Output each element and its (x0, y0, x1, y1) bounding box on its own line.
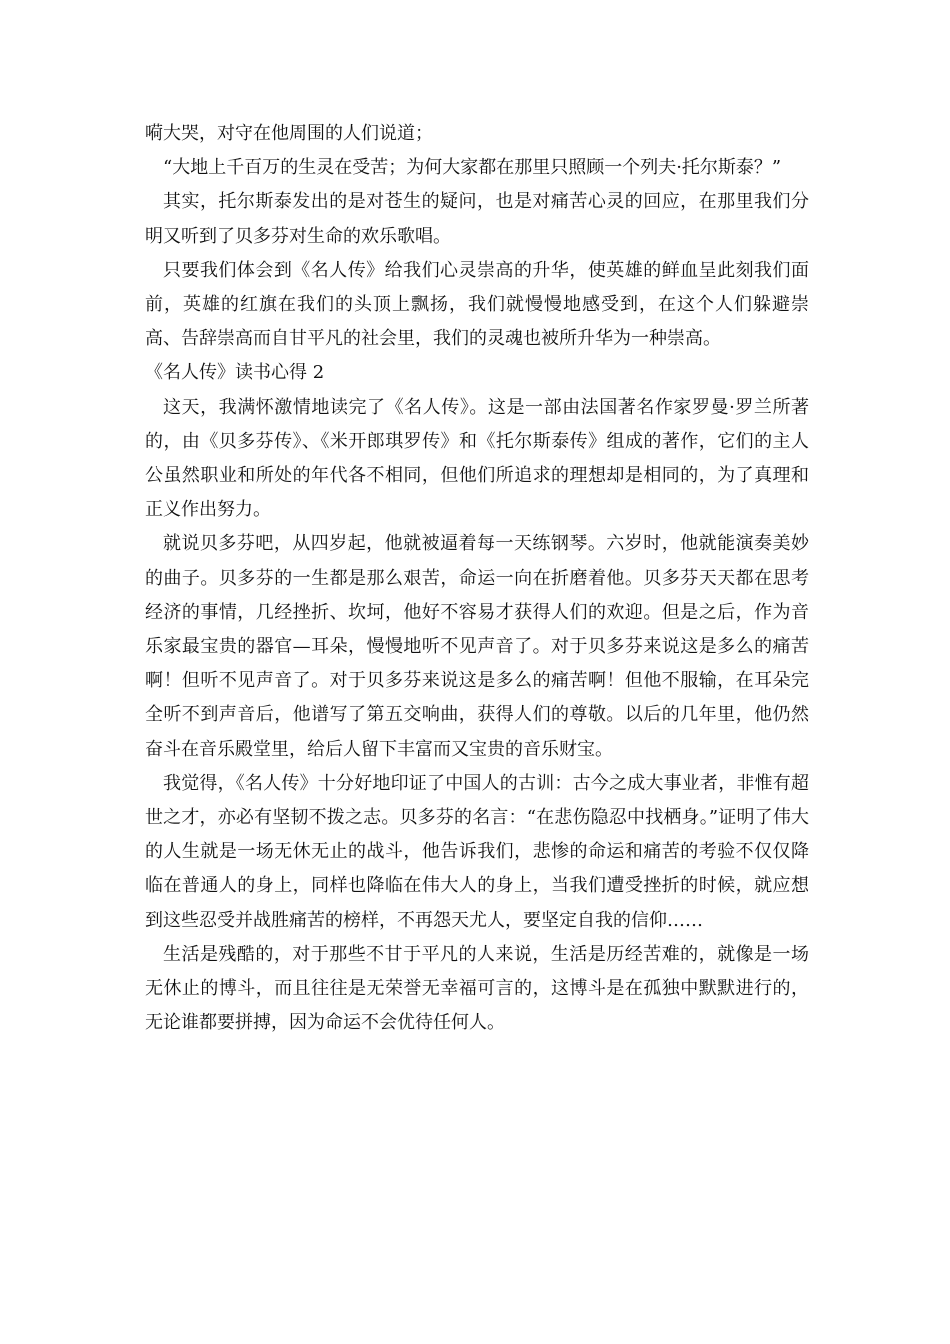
paragraph: 这天，我满怀激情地读完了《名人传》。这是一部由法国著名作家罗曼·罗兰所著的，由《贝多芬传》、《米开郎琪罗传》和《托尔斯泰传》组成的著作，它们的主人公虽然职业和所处的年代各不相同，但他们所追求的理想却是相同的，为了真理和正义作出努力。 (145, 396, 809, 521)
section-title: 《名人传》读书心得 2 (145, 362, 325, 384)
paragraph: 其实，托尔斯泰发出的是对苍生的疑问，也是对痛苦心灵的回应，在那里我们分明又听到了贝多芬对生命的欢乐歌唱。 (145, 191, 809, 247)
paragraph-quote: “大地上千百万的生灵在受苦；为何大家都在那里只照顾一个列夫·托尔斯泰？” (163, 157, 782, 179)
paragraph: 生活是残酷的，对于那些不甘于平凡的人来说，生活是历经苦难的，就像是一场无休止的博斗，而且往往是无荣誉无幸福可言的，这博斗是在孤独中默默进行的，无论谁都要拼搏，因为命运不会优待任何人。 (145, 943, 809, 1034)
paragraph: 我觉得，《名人传》十分好地印证了中国人的古训：古今之成大事业者，非惟有超世之才，亦必有坚韧不拨之志。贝多芬的名言：“在悲伤隐忍中找栖身。”证明了伟大的人生就是一场无休无止的战斗，他告诉我们，悲惨的命运和痛苦的考验不仅仅降临在普通人的身上，同样也降临在伟大人的身上，当我们遭受挫折的时候，就应想到这些忍受并战胜痛苦的榜样，不再怨天尤人，要坚定自我的信仰…… (145, 772, 809, 931)
paragraph: 只要我们体会到《名人传》给我们心灵崇高的升华，使英雄的鲜血呈此刻我们面前，英雄的红旗在我们的头顶上飘扬，我们就慢慢地感受到，在这个人们躲避崇高、告辞崇高而自甘平凡的社会里，我们的灵魂也被所升华为一种崇高。 (145, 259, 809, 350)
document-body (145, 117, 809, 1040)
paragraph-continuation: 嗬大哭，对守在他周围的人们说道； (145, 123, 433, 144)
paragraph: 就说贝多芬吧，从四岁起，他就被逼着每一天练钢琴。六岁时，他就能演奏美妙的曲子。贝多芬的一生都是那么艰苦，命运一向在折磨着他。贝多芬天天都在思考经济的事情，几经挫折、坎坷，他好不容易才获得人们的欢迎。但是之后，作为音乐家最宝贵的器官—耳朵，慢慢地听不见声音了。对于贝多芬来说这是多么的痛苦啊！但听不见声音了。对于贝多芬来说这是多么的痛苦啊！但他不服输，在耳朵完全听不到声音后，他谱写了第五交响曲，获得人们的尊敬。以后的几年里，他仍然奋斗在音乐殿堂里，给后人留下丰富而又宝贵的音乐财宝。 (145, 533, 809, 760)
